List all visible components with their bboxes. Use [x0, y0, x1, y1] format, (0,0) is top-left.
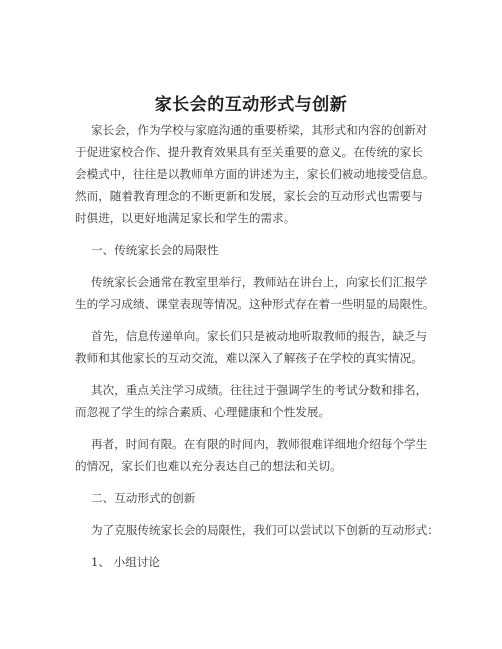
third-line-1: 再者，时间有限。在有限的时间内，教师很难详细地介绍每个学生 [91, 437, 428, 451]
intro-line-3: 会模式中，往往是以教师单方面的讲述为主，家长们被动地接受信息。 [75, 167, 435, 181]
first-line-2: 教师和其他家长的互动交流，难以深入了解孩子在学校的真实情况。 [75, 351, 423, 365]
intro-line-2: 于促进家校合作、提升教育效果具有至关重要的意义。在传统的家长 [75, 145, 423, 159]
first-line-1: 首先，信息传递单向。家长们只是被动地听取教师的报告，缺乏与 [91, 329, 428, 343]
third-line-2: 的情况，家长们也难以充分表达自己的想法和关切。 [75, 459, 342, 473]
document-title: 家长会的互动形式与创新 [154, 95, 348, 115]
section-heading-innovation: 二、互动形式的创新 [91, 491, 196, 505]
intro-line-4: 然而，随着教育理念的不断更新和发展，家长会的互动形式也需要与 [75, 189, 423, 203]
limits-line-1: 传统家长会通常在教室里举行，教师站在讲台上，向家长们汇报学 [91, 275, 428, 289]
list-item-group-discussion: 1、 小组讨论 [91, 555, 161, 569]
section-heading-limits: 一、传统家长会的局限性 [91, 243, 219, 257]
second-line-2: 而忽视了学生的综合素质、心理健康和个性发展。 [75, 405, 331, 419]
limits-line-2: 生的学习成绩、课堂表现等情况。这种形式存在着一些明显的局限性。 [75, 297, 435, 311]
intro-line-5: 时俱进，以更好地满足家长和学生的需求。 [75, 211, 296, 225]
innovation-line-1: 为了克服传统家长会的局限性，我们可以尝试以下创新的互动形式： [91, 523, 439, 537]
intro-line-1: 家长会，作为学校与家庭沟通的重要桥梁，其形式和内容的创新对 [91, 123, 428, 137]
second-line-1: 其次，重点关注学习成绩。往往过于强调学生的考试分数和排名， [91, 383, 428, 397]
